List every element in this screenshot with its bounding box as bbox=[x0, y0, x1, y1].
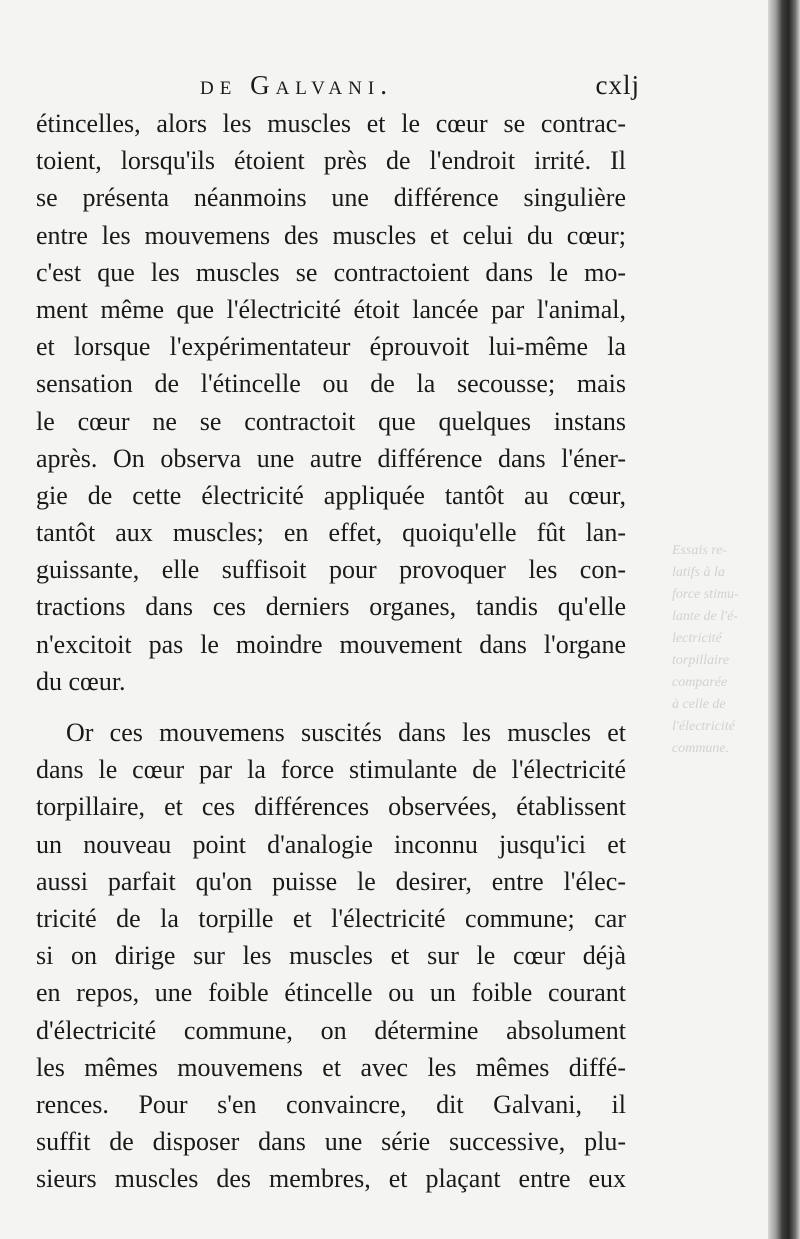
bleed-through-line: torpillaire bbox=[672, 653, 730, 668]
text-line: guissante, elle suffisoit pour provoquer les con- bbox=[36, 555, 626, 585]
book-gutter bbox=[768, 0, 800, 1239]
bleed-through-line: Essais re- bbox=[672, 543, 728, 558]
text-line: du cœur. bbox=[36, 666, 126, 696]
text-line: sieurs muscles des membres, et plaçant entre eux bbox=[36, 1164, 626, 1194]
text-line: un nouveau point d'analogie inconnu jusqu'ici et bbox=[36, 829, 626, 859]
bleed-through-line: lectricité bbox=[672, 631, 722, 646]
text-line: en repos, une foible étincelle ou un foible courant bbox=[36, 978, 626, 1008]
text-line: aussi parfait qu'on puisse le desirer, entre l'élec- bbox=[36, 866, 626, 896]
text-line: c'est que les muscles se contractoient dans le mo- bbox=[36, 257, 626, 287]
text-line: tantôt aux muscles; en effet, quoiqu'elle fût lan- bbox=[36, 518, 626, 548]
text-line: tricité de la torpille et l'électricité commune; car bbox=[36, 903, 626, 933]
text-line: n'excitoit pas le moindre mouvement dans l'organe bbox=[36, 629, 626, 659]
paragraph-break bbox=[36, 700, 626, 714]
text-line: les mêmes mouvemens et avec les mêmes diffé- bbox=[36, 1052, 626, 1082]
bleed-through-line: commune. bbox=[672, 741, 730, 756]
running-head: de Galvani. bbox=[200, 70, 393, 100]
bleed-through-line: l'électricité bbox=[672, 719, 735, 734]
text-line: dans le cœur par la force stimulante de l'électricité bbox=[36, 755, 626, 785]
body-text bbox=[36, 105, 626, 1197]
page-header bbox=[60, 70, 640, 110]
text-line: entre les mouvemens des muscles et celui du cœur; bbox=[36, 220, 626, 250]
text-line: d'électricité commune, on détermine absolument bbox=[36, 1015, 626, 1045]
bleed-through-line: lante de l'é- bbox=[672, 609, 738, 624]
bleed-through-margin-note bbox=[672, 540, 772, 760]
text-line: sensation de l'étincelle ou de la secousse; mais bbox=[36, 369, 626, 399]
text-line: le cœur ne se contractoit que quelques instans bbox=[36, 406, 626, 436]
text-line: rences. Pour s'en convaincre, dit Galvani, il bbox=[36, 1089, 626, 1119]
text-line: Or ces mouvemens suscités dans les muscles et bbox=[66, 718, 626, 747]
bleed-through-line: force stimu- bbox=[672, 587, 739, 602]
bleed-through-line: à celle de bbox=[672, 697, 726, 712]
text-line: tractions dans ces derniers organes, tandis qu'elle bbox=[36, 592, 626, 622]
page-number: cxlj bbox=[595, 70, 640, 100]
text-line: toient, lorsqu'ils étoient près de l'endroit irrité. Il bbox=[36, 146, 626, 176]
text-line: et lorsque l'expérimentateur éprouvoit lui-même la bbox=[36, 332, 626, 362]
bleed-through-line: comparée bbox=[672, 675, 728, 690]
text-line: étincelles, alors les muscles et le cœur se contrac- bbox=[36, 109, 626, 138]
text-line: suffit de disposer dans une série successive, plu- bbox=[36, 1127, 626, 1157]
text-line: ment même que l'électricité étoit lancée par l'animal, bbox=[36, 294, 626, 324]
text-line: après. On observa une autre différence dans l'éner- bbox=[36, 443, 626, 473]
text-line: si on dirige sur les muscles et sur le cœur déjà bbox=[36, 941, 626, 971]
bleed-through-line: latifs à la bbox=[672, 565, 725, 580]
text-line: torpillaire, et ces différences observées, établissent bbox=[36, 792, 626, 822]
text-line: se présenta néanmoins une différence singulière bbox=[36, 183, 626, 213]
text-line: gie de cette électricité appliquée tantôt au cœur, bbox=[36, 480, 626, 510]
